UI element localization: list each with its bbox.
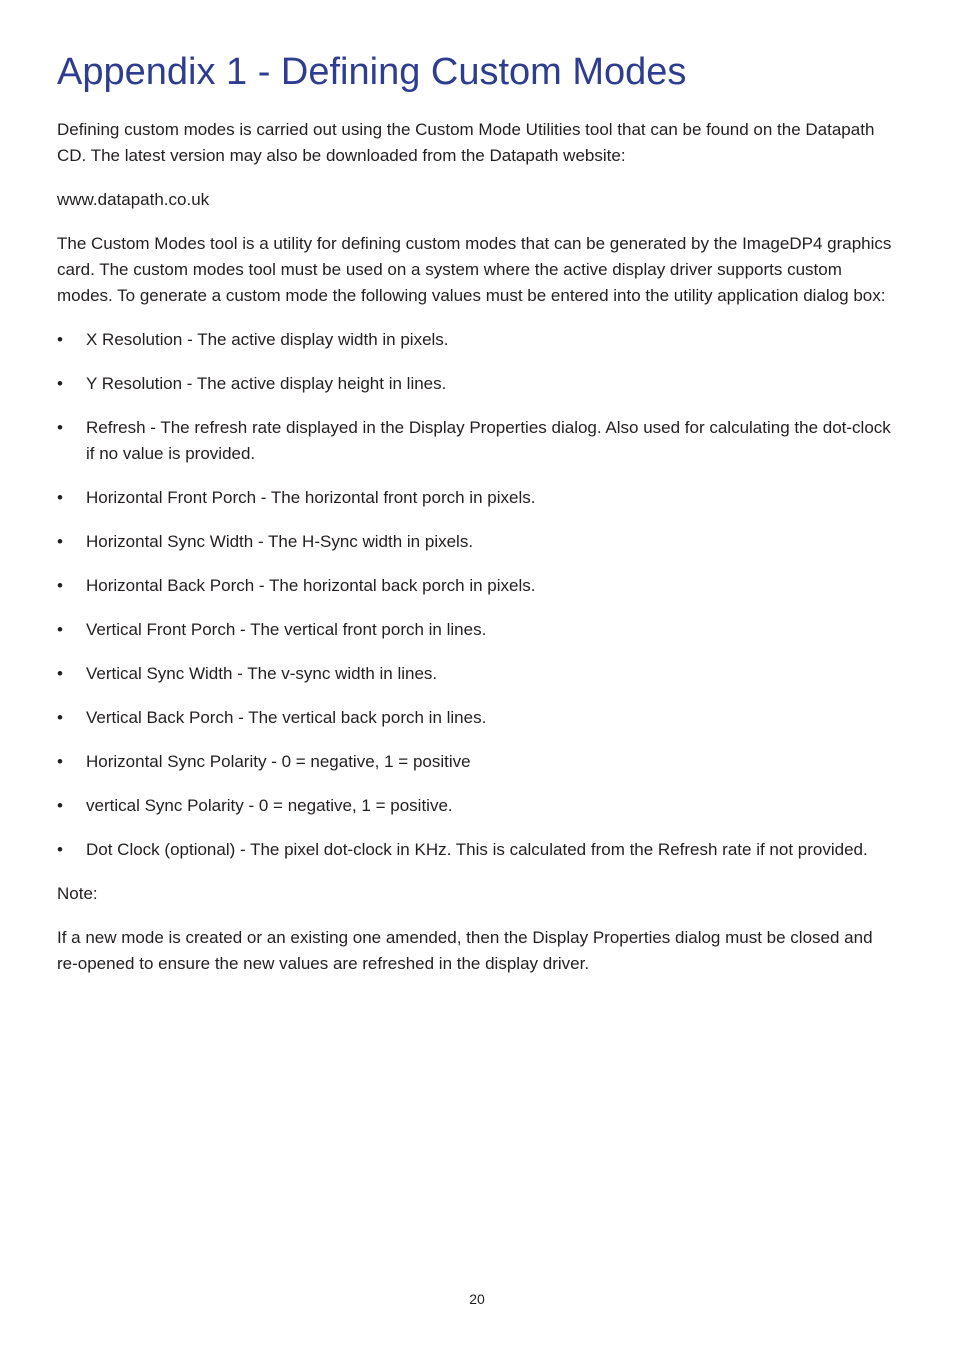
page-number: 20: [469, 1291, 485, 1307]
list-item: [57, 485, 897, 511]
list-item-text: Vertical Front Porch - The vertical front porch in lines.: [86, 620, 487, 639]
bullet-icon: •: [57, 488, 63, 507]
list-item-text: Vertical Back Porch - The vertical back porch in lines.: [86, 708, 487, 727]
list-item-text: Horizontal Back Porch - The horizontal back porch in pixels.: [86, 576, 536, 595]
list-item: [57, 415, 897, 467]
list-item: [57, 529, 897, 555]
bullet-icon: •: [57, 796, 63, 815]
list-item: [57, 837, 897, 863]
note-label: Note:: [57, 884, 98, 903]
description-paragraph: The Custom Modes tool is a utility for defining custom modes that can be generated by the ImageDP4 graphics card. The custom modes tool must be used on a system where the active display driver supports custom modes. To generate a custom mode the following values must be entered into the utility application dialog box:: [57, 234, 892, 305]
list-item-text: X Resolution - The active display width in pixels.: [86, 330, 449, 349]
list-item: [57, 573, 897, 599]
intro-paragraph: Defining custom modes is carried out using the Custom Mode Utilities tool that can be found on the Datapath CD. The latest version may also be downloaded from the Datapath website:: [57, 120, 875, 165]
bullet-icon: •: [57, 620, 63, 639]
bullet-icon: •: [57, 418, 63, 437]
list-item-text: Y Resolution - The active display height in lines.: [86, 374, 447, 393]
list-item: [57, 705, 897, 731]
list-item-text: Horizontal Sync Polarity - 0 = negative, 1 = positive: [86, 752, 471, 771]
list-item: [57, 793, 897, 819]
bullet-icon: •: [57, 532, 63, 551]
note-paragraph: If a new mode is created or an existing one amended, then the Display Properties dialog must be closed and re-opened to ensure the new values are refreshed in the display driver.: [57, 928, 873, 973]
list-item: [57, 749, 897, 775]
bullet-icon: •: [57, 374, 63, 393]
bullet-icon: •: [57, 840, 63, 859]
website-text: www.datapath.co.uk: [57, 190, 210, 209]
page-title: Appendix 1 - Defining Custom Modes: [57, 51, 687, 93]
bullet-icon: •: [57, 752, 63, 771]
list-item-text: Vertical Sync Width - The v-sync width in lines.: [86, 664, 438, 683]
parameter-list: [57, 327, 897, 863]
list-item-text: vertical Sync Polarity - 0 = negative, 1 = positive.: [86, 796, 453, 815]
list-item-text: Refresh - The refresh rate displayed in the Display Properties dialog. Also used for calculating the dot-clock if no value is provided.: [86, 418, 891, 463]
list-item: [57, 617, 897, 643]
bullet-icon: •: [57, 576, 63, 595]
bullet-icon: •: [57, 708, 63, 727]
bullet-icon: •: [57, 664, 63, 683]
page-body: [57, 117, 897, 995]
list-item: [57, 327, 897, 353]
list-item-text: Horizontal Sync Width - The H-Sync width in pixels.: [86, 532, 474, 551]
list-item-text: Horizontal Front Porch - The horizontal front porch in pixels.: [86, 488, 536, 507]
list-item: [57, 371, 897, 397]
list-item-text: Dot Clock (optional) - The pixel dot-clock in KHz. This is calculated from the Refresh rate if not provided.: [86, 840, 868, 859]
list-item: [57, 661, 897, 687]
bullet-icon: •: [57, 330, 63, 349]
